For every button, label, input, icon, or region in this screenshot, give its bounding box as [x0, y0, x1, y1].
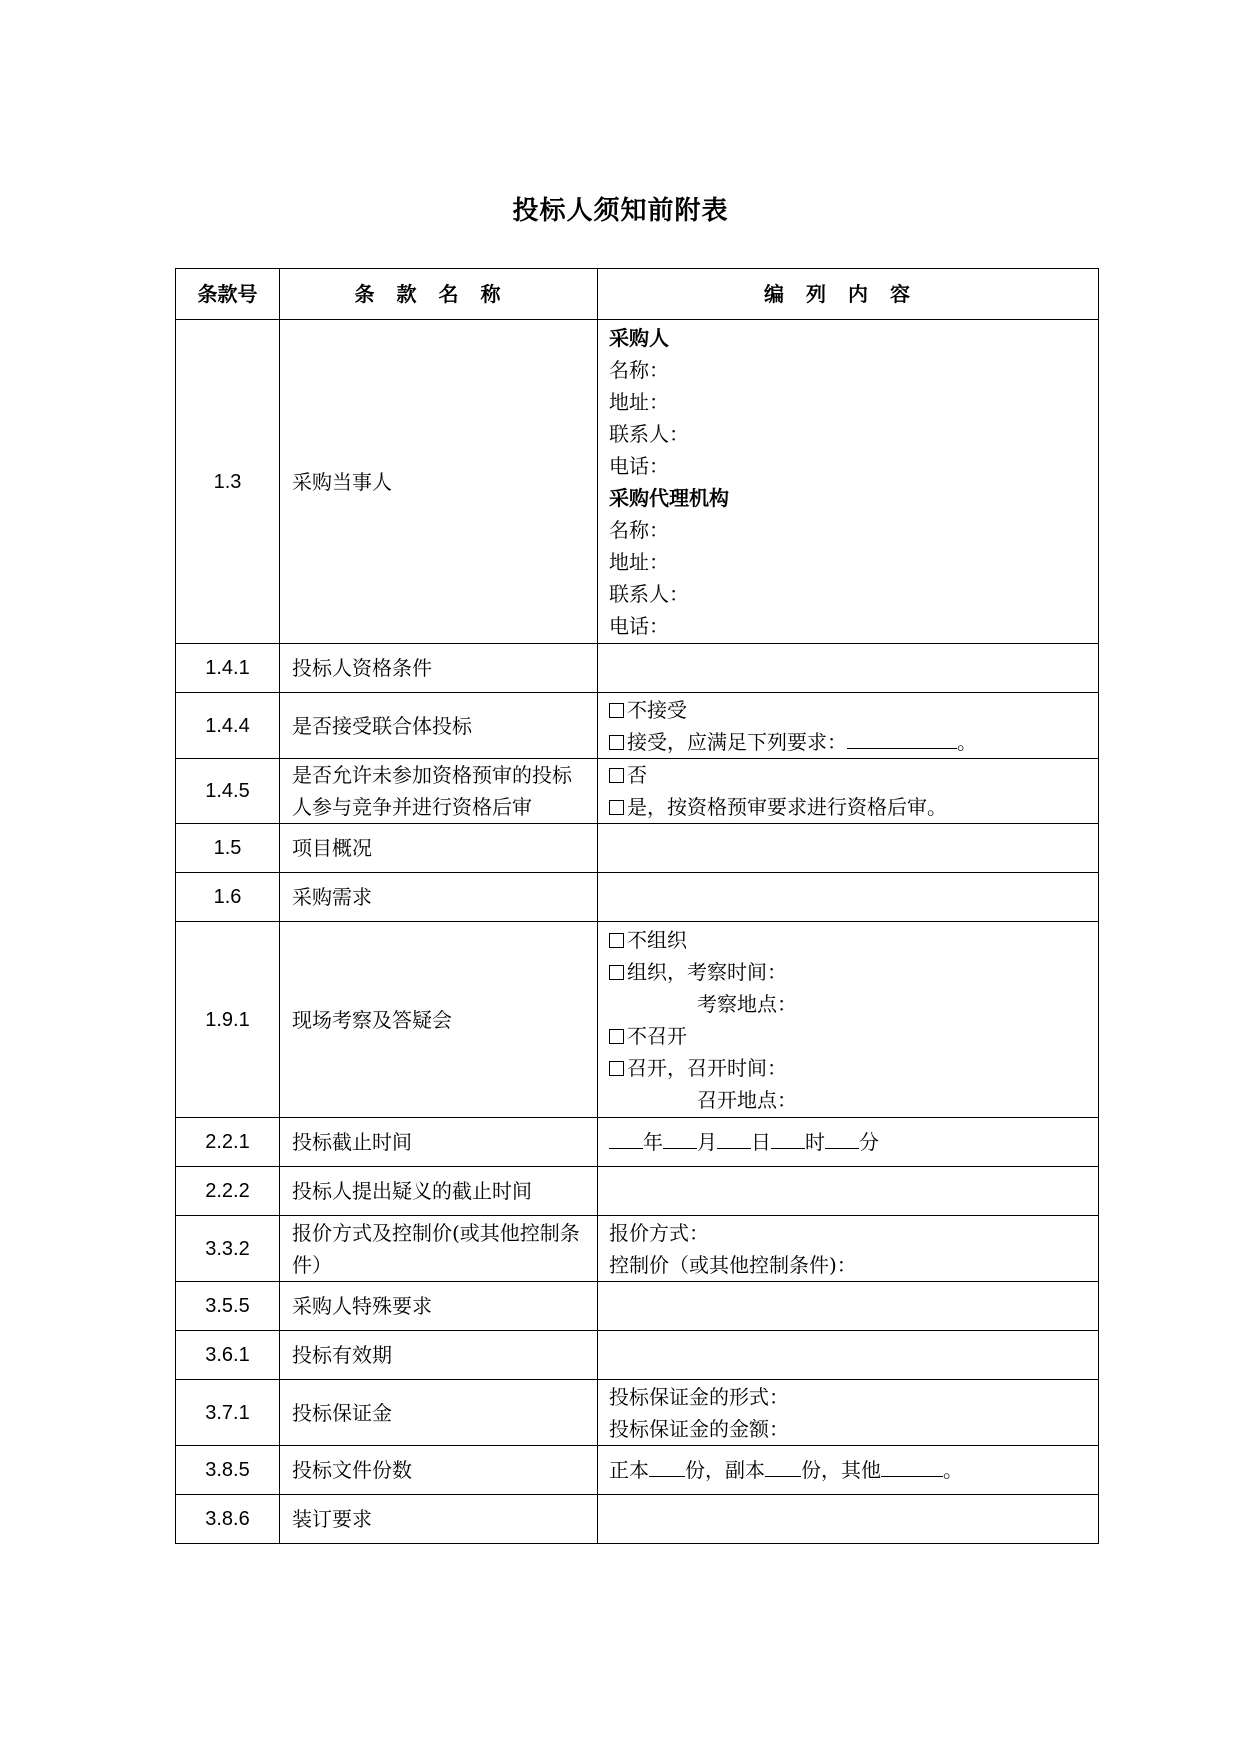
agency-heading: 采购代理机构 — [609, 485, 729, 510]
clause-content — [598, 1167, 1099, 1216]
hour-blank[interactable] — [771, 1128, 805, 1149]
clause-name: 是否允许未参加资格预审的投标人参与竞争并进行资格后审 — [280, 759, 598, 824]
table-row — [176, 1167, 1099, 1216]
table-row — [176, 1282, 1099, 1331]
purchaser-phone-label: 电话： — [609, 453, 669, 478]
clause-no: 3.3.2 — [176, 1216, 280, 1282]
bid-instructions-table — [175, 268, 1099, 1544]
checkbox-no-meeting[interactable] — [609, 1029, 624, 1044]
month-blank[interactable] — [663, 1128, 697, 1149]
table-row — [176, 644, 1099, 693]
purchaser-heading: 采购人 — [609, 325, 669, 350]
clause-name: 投标截止时间 — [280, 1118, 598, 1167]
minute-blank[interactable] — [825, 1128, 859, 1149]
blank-field[interactable] — [847, 728, 957, 749]
clause-content — [598, 1380, 1099, 1446]
clause-name: 投标人资格条件 — [280, 644, 598, 693]
agency-contact-label: 联系人： — [609, 581, 689, 606]
minute-label: 分 — [859, 1130, 879, 1154]
day-blank[interactable] — [717, 1128, 751, 1149]
meeting-location-label: 召开地点： — [697, 1087, 797, 1112]
option-label: 不组织 — [627, 927, 687, 952]
clause-name: 现场考察及答疑会 — [280, 922, 598, 1118]
clause-no: 3.8.5 — [176, 1446, 280, 1495]
clause-no: 1.4.4 — [176, 693, 280, 759]
clause-name: 投标文件份数 — [280, 1446, 598, 1495]
other-label: 份，其他 — [801, 1458, 881, 1482]
clause-name: 项目概况 — [280, 824, 598, 873]
clause-name: 投标人提出疑义的截止时间 — [280, 1167, 598, 1216]
clause-name: 投标保证金 — [280, 1380, 598, 1446]
clause-no: 3.8.6 — [176, 1495, 280, 1544]
table-row — [176, 1118, 1099, 1167]
clause-no: 3.5.5 — [176, 1282, 280, 1331]
checkbox-no[interactable] — [609, 768, 624, 783]
clause-content — [598, 644, 1099, 693]
agency-phone-label: 电话： — [609, 613, 669, 638]
copy-count-blank[interactable] — [765, 1456, 801, 1477]
table-row — [176, 1495, 1099, 1544]
clause-name: 报价方式及控制价(或其他控制条件） — [280, 1216, 598, 1282]
option-label: 是，按资格预审要求进行资格后审。 — [627, 795, 947, 819]
clause-content — [598, 1282, 1099, 1331]
clause-content — [598, 1331, 1099, 1380]
checkbox-inspection[interactable] — [609, 965, 624, 980]
clause-content — [598, 759, 1099, 824]
option-label: 不召开 — [627, 1023, 687, 1048]
checkbox-accept[interactable] — [609, 735, 624, 750]
checkbox-not-accept[interactable] — [609, 703, 624, 718]
purchaser-address-label: 地址： — [609, 389, 669, 414]
control-price-label: 控制价（或其他控制条件)： — [609, 1252, 857, 1277]
table-row — [176, 759, 1099, 824]
deposit-amount-label: 投标保证金的金额： — [609, 1416, 789, 1441]
option-label: 组织，考察时间： — [627, 959, 787, 984]
original-count-blank[interactable] — [649, 1456, 685, 1477]
table-row — [176, 922, 1099, 1118]
table-row — [176, 1331, 1099, 1380]
clause-no: 1.5 — [176, 824, 280, 873]
clause-no: 1.6 — [176, 873, 280, 922]
clause-no: 1.9.1 — [176, 922, 280, 1118]
clause-name: 采购当事人 — [280, 320, 598, 644]
option-label: 不接受 — [627, 697, 687, 722]
purchaser-contact-label: 联系人： — [609, 421, 689, 446]
other-blank[interactable] — [881, 1456, 943, 1477]
clause-content — [598, 693, 1099, 759]
clause-no: 3.6.1 — [176, 1331, 280, 1380]
checkbox-meeting[interactable] — [609, 1061, 624, 1076]
table-row — [176, 1446, 1099, 1495]
period: 。 — [943, 1458, 963, 1482]
clause-name: 采购需求 — [280, 873, 598, 922]
agency-name-label: 名称： — [609, 517, 669, 542]
clause-content — [598, 1446, 1099, 1495]
clause-name: 采购人特殊要求 — [280, 1282, 598, 1331]
table-row — [176, 320, 1099, 644]
original-label: 正本 — [609, 1458, 649, 1482]
clause-content — [598, 320, 1099, 644]
page-title: 投标人须知前附表 — [512, 196, 729, 226]
header-clause-name: 条款名称 — [280, 269, 598, 320]
clause-no: 1.4.5 — [176, 759, 280, 824]
clause-content — [598, 873, 1099, 922]
agency-address-label: 地址： — [609, 549, 669, 574]
clause-no: 2.2.2 — [176, 1167, 280, 1216]
clause-content — [598, 922, 1099, 1118]
clause-no: 3.7.1 — [176, 1380, 280, 1446]
table-row — [176, 824, 1099, 873]
checkbox-yes[interactable] — [609, 800, 624, 815]
year-blank[interactable] — [609, 1128, 643, 1149]
header-clause-no: 条款号 — [176, 269, 280, 320]
clause-content — [598, 1495, 1099, 1544]
pricing-method-label: 报价方式： — [609, 1220, 709, 1245]
clause-name: 是否接受联合体投标 — [280, 693, 598, 759]
clause-name: 装订要求 — [280, 1495, 598, 1544]
month-label: 月 — [697, 1130, 717, 1154]
option-label: 否 — [627, 763, 647, 787]
clause-content — [598, 824, 1099, 873]
purchaser-name-label: 名称： — [609, 357, 669, 382]
table-row — [176, 693, 1099, 759]
copy-label: 份，副本 — [685, 1458, 765, 1482]
clause-name: 投标有效期 — [280, 1331, 598, 1380]
table-row — [176, 1380, 1099, 1446]
clause-no: 1.3 — [176, 320, 280, 644]
checkbox-no-inspection[interactable] — [609, 933, 624, 948]
table-row — [176, 1216, 1099, 1282]
table-row — [176, 873, 1099, 922]
day-label: 日 — [751, 1130, 771, 1154]
clause-content — [598, 1216, 1099, 1282]
year-label: 年 — [643, 1130, 663, 1154]
header-content: 编列内容 — [598, 269, 1099, 320]
table-header-row — [176, 269, 1099, 320]
period: 。 — [957, 729, 977, 754]
clause-no: 1.4.1 — [176, 644, 280, 693]
deposit-form-label: 投标保证金的形式： — [609, 1384, 789, 1409]
clause-content — [598, 1118, 1099, 1167]
hour-label: 时 — [805, 1130, 825, 1154]
option-label: 接受，应满足下列要求： — [627, 729, 847, 754]
clause-no: 2.2.1 — [176, 1118, 280, 1167]
option-label: 召开，召开时间： — [627, 1055, 787, 1080]
inspection-location-label: 考察地点： — [697, 991, 797, 1016]
